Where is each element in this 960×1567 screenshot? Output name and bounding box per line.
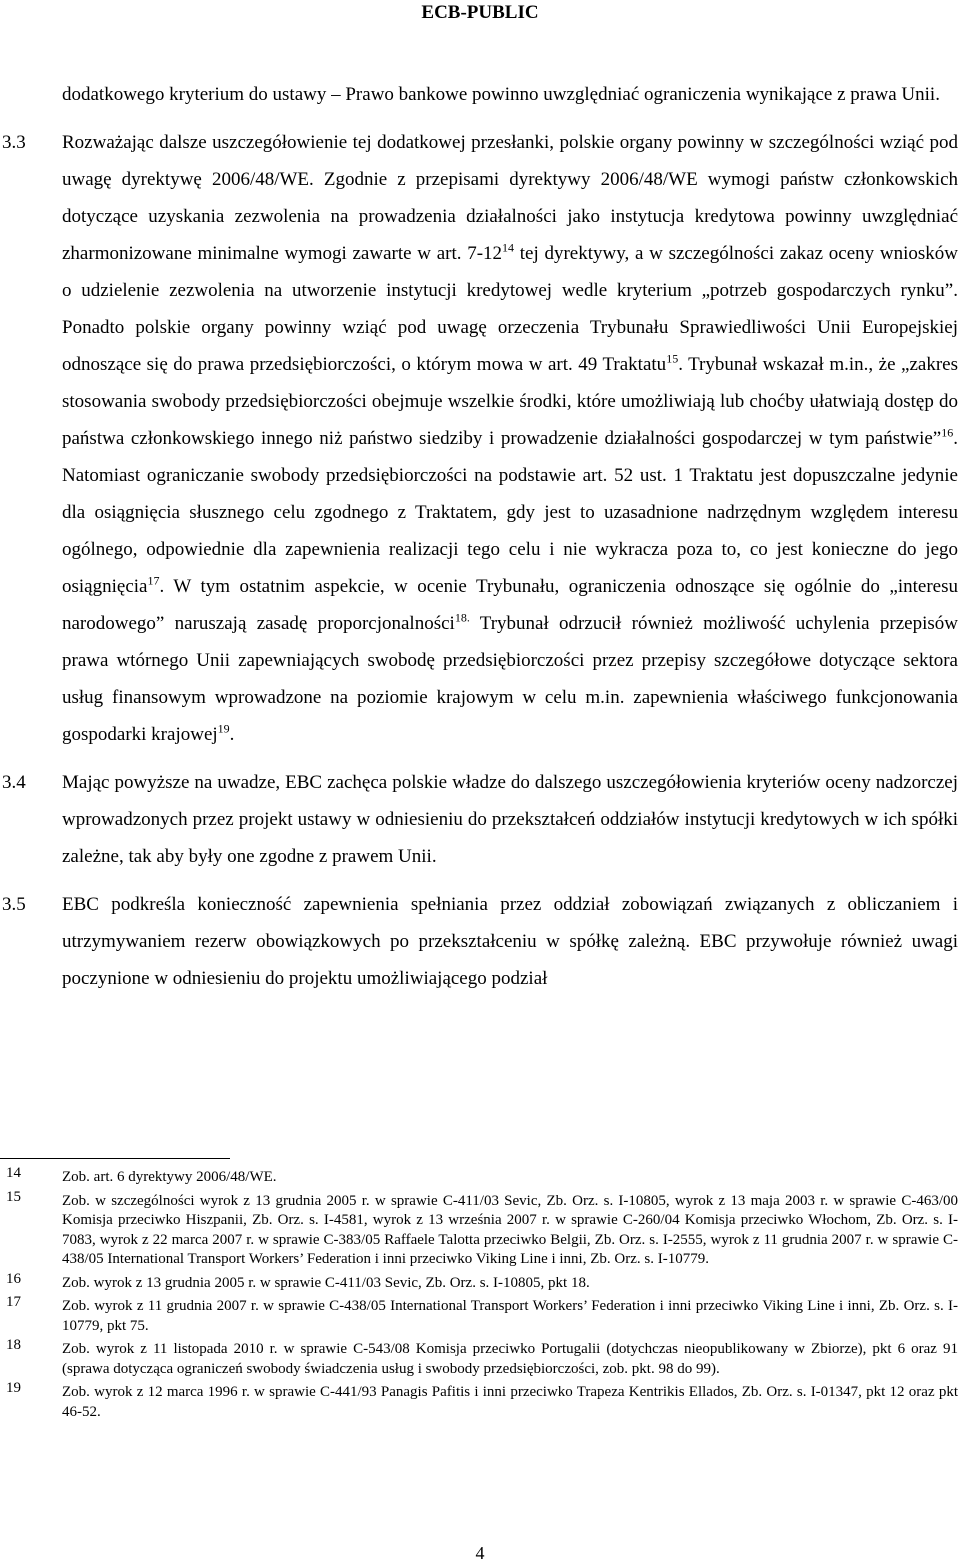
paragraph-continuation: dodatkowego kryterium do ustawy – Prawo bankowe powinno uwzględniać ograniczenia wynikające z prawa Unii. <box>62 84 940 105</box>
paragraph-3-3 <box>2 124 958 753</box>
footnote-ref-18[interactable]: 18. <box>454 610 470 625</box>
paragraph-text: EBC podkreśla konieczność zapewnienia spełniania przez oddział zobowiązań związanych z obliczaniem i utrzymywaniem rezerw obowiązkowych po przekształceniu w spółkę zależną. EBC przywołuje również uwagi poczynione w odniesieniu do projektu umożliwiającego podział <box>62 894 958 989</box>
paragraph-number: 3.3 <box>2 132 26 153</box>
footnote-ref-16[interactable]: 16 <box>941 425 954 440</box>
footnote-ref-14[interactable]: 14 <box>502 240 515 255</box>
footnote-number: 18 <box>6 1337 21 1353</box>
footnote-16 <box>0 1270 958 1294</box>
footnote-15 <box>0 1188 958 1270</box>
footnote-text: Zob. art. 6 dyrektywy 2006/48/WE. <box>62 1169 277 1185</box>
paragraph-text: Mając powyższe na uwadze, EBC zachęca polskie władze do dalszego uszczegółowienia kryteriów oceny nadzorczej wprowadzonych przez projekt ustawy w odniesieniu do przekształceń oddziałów instytucji kredytowych w ich spółki zależne, tak aby były one zgodne z prawem Unii. <box>62 772 958 867</box>
paragraph-text: tej dyrektywy, a w szczególności zakaz oceny wniosków o udzielenie zezwolenia na utworzenie instytucji kredytowej wedle kryterium „potrzeb gospodarczych rynku”. Ponadto polskie organy powinny wziąć pod uwagę orzeczenia Trybunału Sprawiedliwości Unii Europejskiej odnoszące się do prawa przedsiębiorczości, o którym mowa w art. 49 Traktatu <box>62 243 958 375</box>
footnote-ref-15[interactable]: 15 <box>666 351 679 366</box>
footnote-text: Zob. wyrok z 11 grudnia 2007 r. w sprawie C-438/05 International Transport Workers’ Federation i inni przeciwko Viking Line i inni, Zb. Orz. s. I-10779, pkt 75. <box>62 1298 958 1334</box>
paragraph-text: . Natomiast ograniczanie swobody przedsiębiorczości na podstawie art. 52 ust. 1 Traktatu jest dopuszczalne jedynie dla osiągnięcia słusznego celu zgodnego z Traktatem, gdy jest to uzasadnione nadrzędnym względem interesu ogólnego, odpowiednie dla zapewnienia realizacji tego celu i nie wykracza poza to, co jest konieczne do jego osiągnięcia <box>62 428 958 597</box>
paragraph-number: 3.4 <box>2 772 26 793</box>
footnote-number: 15 <box>6 1188 21 1205</box>
footnote-18 <box>0 1337 958 1379</box>
page-number: 4 <box>475 1543 485 1563</box>
document-header: ECB-PUBLIC <box>421 2 539 23</box>
footnote-text: Zob. wyrok z 13 grudnia 2005 r. w sprawie C-411/03 Sevic, Zb. Orz. s. I-10805, pkt 18. <box>62 1274 590 1291</box>
footnote-number: 16 <box>6 1270 21 1287</box>
paragraph-3-5 <box>2 886 958 997</box>
paragraph-text: Trybunał odrzucił również możliwość uchylenia przepisów prawa wtórnego Unii zapewniających swobodę przedsiębiorczości przez przepisy szczegółowe dotyczące sektora usług finansowym wprowadzone na poziomie krajowym w celu m.in. zapewnienia właściwego funkcjonowania gospodarki krajowej <box>62 613 958 745</box>
footnote-text: Zob. w szczególności wyrok z 13 grudnia 2005 r. w sprawie C-411/03 Sevic, Zb. Orz. s. I-10805, wyrok z 13 maja 2003 r. w sprawie C-463/00 Komisja przeciwko Hiszpanii, Zb. Orz. s. I-4581, wyrok z 13 września 2007 r. w sprawie C-260/04 Komisja przeciwko Włochom, Zb. Orz. s. I-7083, wyrok z 22 marca 2007 r. w sprawie C-383/05 Raffaele Talotta przeciwko Belgii, Zb. Orz. s. I-2555, wyrok z 11 grudnia 2007 r. w sprawie C-438/05 International Transport Workers’ Federation i inni przeciwko Viking Line i inni, Zb. Orz. s. I-10779. <box>62 1192 958 1267</box>
footnote-number: 19 <box>6 1380 21 1396</box>
paragraph-text: . Trybunał wskazał m.in., że „zakres stosowania swobody przedsiębiorczości obejmuje wszelkie środki, które umożliwiają lub choćby ułatwiają dostęp do państwa członkowskiego innego niż państwo siedziby i prowadzenie działalności gospodarczej w tym państwie” <box>62 354 958 449</box>
footnote-text: Zob. wyrok z 12 marca 1996 r. w sprawie C-441/93 Panagis Pafitis i inni przeciwko Trapeza Kentrikis Ellados, Zb. Orz. s. I-01347, pkt 12 oraz pkt 46-52. <box>62 1384 958 1420</box>
footnote-separator <box>0 1158 230 1159</box>
footnote-ref-19[interactable]: 19 <box>217 721 230 736</box>
paragraph-number: 3.5 <box>2 894 26 915</box>
footnote-number: 17 <box>6 1294 21 1310</box>
footnotes <box>0 1165 958 1426</box>
paragraph-text: . <box>229 724 235 745</box>
footnote-17 <box>0 1294 958 1336</box>
footnote-14 <box>0 1165 958 1188</box>
footnote-ref-17[interactable]: 17 <box>147 573 160 588</box>
document-body <box>2 76 958 997</box>
footnote-19 <box>0 1380 958 1422</box>
footnote-number: 14 <box>6 1165 21 1181</box>
paragraph-text: . W tym ostatnim aspekcie, w ocenie Trybunału, ograniczenia odnoszące się ogólnie do „interesu narodowego” naruszają zasadę proporcjonalności <box>62 576 958 634</box>
footnote-text: Zob. wyrok z 11 listopada 2010 r. w sprawie C-543/08 Komisja przeciwko Portugalii (dotychczas nieopublikowany w Zbiorze), pkt 6 oraz 91 (sprawa dotycząca ograniczeń swobody świadczenia usług i swobody przedsiębiorczości, zob. pkt. 98 do 99). <box>62 1341 958 1377</box>
paragraph-3-4 <box>2 764 958 875</box>
paragraph-text: Rozważając dalsze uszczegółowienie tej dodatkowej przesłanki, polskie organy powinny w szczególności wziąć pod uwagę dyrektywę 2006/48/WE. Zgodnie z przepisami dyrektywy 2006/48/WE wymogi państw członkowskich dotyczące uzyskania zezwolenia na prowadzenia działalności jako instytucja kredytowa powinny uwzględniać zharmonizowane minimalne wymogi zawarte w art. 7-12 <box>62 132 958 264</box>
